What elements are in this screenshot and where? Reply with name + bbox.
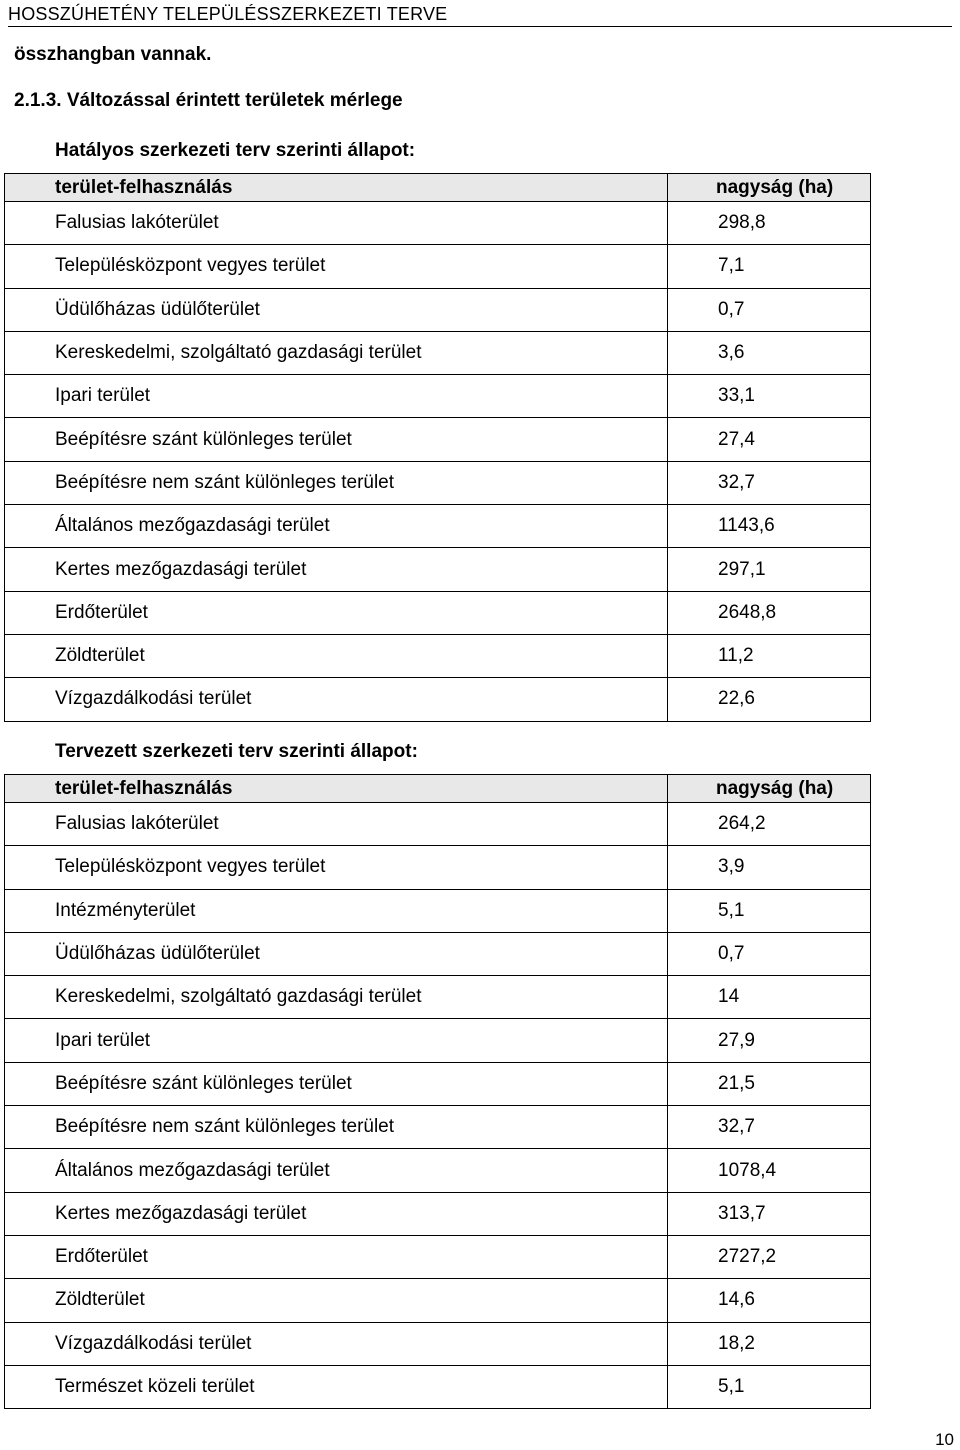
landuse-name-cell: Kereskedelmi, szolgáltató gazdasági terület — [5, 331, 668, 374]
table-row — [5, 976, 871, 1019]
landuse-name-cell: Beépítésre szánt különleges terület — [5, 1062, 668, 1105]
landuse-name-cell: Kertes mezőgazdasági terület — [5, 548, 668, 591]
current-landuse-table — [4, 173, 871, 722]
landuse-size-cell: 27,9 — [668, 1019, 871, 1062]
landuse-size-cell: 3,9 — [668, 846, 871, 889]
landuse-size-cell: 32,7 — [668, 461, 871, 504]
landuse-size-cell: 32,7 — [668, 1106, 871, 1149]
column-header-size: nagyság (ha) — [668, 174, 871, 202]
table-row — [5, 505, 871, 548]
table-row — [5, 889, 871, 932]
table-row — [5, 1235, 871, 1278]
table-row — [5, 932, 871, 975]
landuse-name-cell: Erdőterület — [5, 591, 668, 634]
table-row — [5, 1365, 871, 1408]
landuse-name-cell: Üdülőházas üdülőterület — [5, 288, 668, 331]
table-row — [5, 418, 871, 461]
table-row — [5, 548, 871, 591]
table-row — [5, 591, 871, 634]
landuse-size-cell: 3,6 — [668, 331, 871, 374]
landuse-size-cell: 18,2 — [668, 1322, 871, 1365]
table-row — [5, 461, 871, 504]
page-number: 10 — [935, 1430, 954, 1449]
landuse-name-cell: Beépítésre szánt különleges terület — [5, 418, 668, 461]
landuse-size-cell: 298,8 — [668, 202, 871, 245]
landuse-name-cell: Beépítésre nem szánt különleges terület — [5, 461, 668, 504]
table-row — [5, 1106, 871, 1149]
current-table-title: Hatályos szerkezeti terv szerinti állapot: — [55, 140, 416, 161]
table-row — [5, 245, 871, 288]
landuse-size-cell: 5,1 — [668, 889, 871, 932]
landuse-size-cell: 0,7 — [668, 288, 871, 331]
landuse-size-cell: 11,2 — [668, 634, 871, 677]
landuse-name-cell: Településközpont vegyes terület — [5, 245, 668, 288]
table-row — [5, 634, 871, 677]
running-header: HOSSZÚHETÉNY TELEPÜLÉSSZERKEZETI TERVE — [8, 4, 952, 27]
landuse-name-cell: Falusias lakóterület — [5, 202, 668, 245]
landuse-name-cell: Kertes mezőgazdasági terület — [5, 1192, 668, 1235]
landuse-name-cell: Falusias lakóterület — [5, 803, 668, 846]
landuse-size-cell: 14 — [668, 976, 871, 1019]
table-row — [5, 1279, 871, 1322]
table-row — [5, 1149, 871, 1192]
landuse-size-cell: 2727,2 — [668, 1235, 871, 1278]
table-row — [5, 331, 871, 374]
landuse-name-cell: Üdülőházas üdülőterület — [5, 932, 668, 975]
landuse-size-cell: 21,5 — [668, 1062, 871, 1105]
landuse-size-cell: 297,1 — [668, 548, 871, 591]
landuse-name-cell: Természet közeli terület — [5, 1365, 668, 1408]
table-header-row — [5, 775, 871, 803]
landuse-name-cell: Általános mezőgazdasági terület — [5, 505, 668, 548]
landuse-size-cell: 313,7 — [668, 1192, 871, 1235]
table-row — [5, 846, 871, 889]
table-row — [5, 678, 871, 721]
section-title: 2.1.3. Változással érintett területek mérlege — [14, 90, 403, 111]
table-row — [5, 1322, 871, 1365]
intro-line: összhangban vannak. — [14, 44, 212, 65]
landuse-size-cell: 2648,8 — [668, 591, 871, 634]
landuse-name-cell: Településközpont vegyes terület — [5, 846, 668, 889]
table-row — [5, 803, 871, 846]
landuse-name-cell: Ipari terület — [5, 1019, 668, 1062]
landuse-name-cell: Beépítésre nem szánt különleges terület — [5, 1106, 668, 1149]
landuse-size-cell: 33,1 — [668, 375, 871, 418]
landuse-name-cell: Ipari terület — [5, 375, 668, 418]
landuse-size-cell: 1078,4 — [668, 1149, 871, 1192]
landuse-name-cell: Vízgazdálkodási terület — [5, 678, 668, 721]
table-row — [5, 375, 871, 418]
table-header-row — [5, 174, 871, 202]
landuse-size-cell: 264,2 — [668, 803, 871, 846]
landuse-size-cell: 27,4 — [668, 418, 871, 461]
landuse-name-cell: Vízgazdálkodási terület — [5, 1322, 668, 1365]
column-header-landuse: terület-felhasználás — [5, 174, 668, 202]
planned-landuse-table — [4, 774, 871, 1409]
table-row — [5, 202, 871, 245]
table-row — [5, 1062, 871, 1105]
table-row — [5, 1019, 871, 1062]
landuse-name-cell: Általános mezőgazdasági terület — [5, 1149, 668, 1192]
landuse-name-cell: Zöldterület — [5, 634, 668, 677]
landuse-name-cell: Kereskedelmi, szolgáltató gazdasági terület — [5, 976, 668, 1019]
landuse-name-cell: Intézményterület — [5, 889, 668, 932]
landuse-size-cell: 14,6 — [668, 1279, 871, 1322]
table-row — [5, 288, 871, 331]
landuse-size-cell: 0,7 — [668, 932, 871, 975]
column-header-size: nagyság (ha) — [668, 775, 871, 803]
landuse-name-cell: Erdőterület — [5, 1235, 668, 1278]
landuse-size-cell: 7,1 — [668, 245, 871, 288]
table-row — [5, 1192, 871, 1235]
planned-table-title: Tervezett szerkezeti terv szerinti állapot: — [55, 741, 418, 762]
column-header-landuse: terület-felhasználás — [5, 775, 668, 803]
landuse-size-cell: 5,1 — [668, 1365, 871, 1408]
landuse-size-cell: 1143,6 — [668, 505, 871, 548]
landuse-name-cell: Zöldterület — [5, 1279, 668, 1322]
landuse-size-cell: 22,6 — [668, 678, 871, 721]
